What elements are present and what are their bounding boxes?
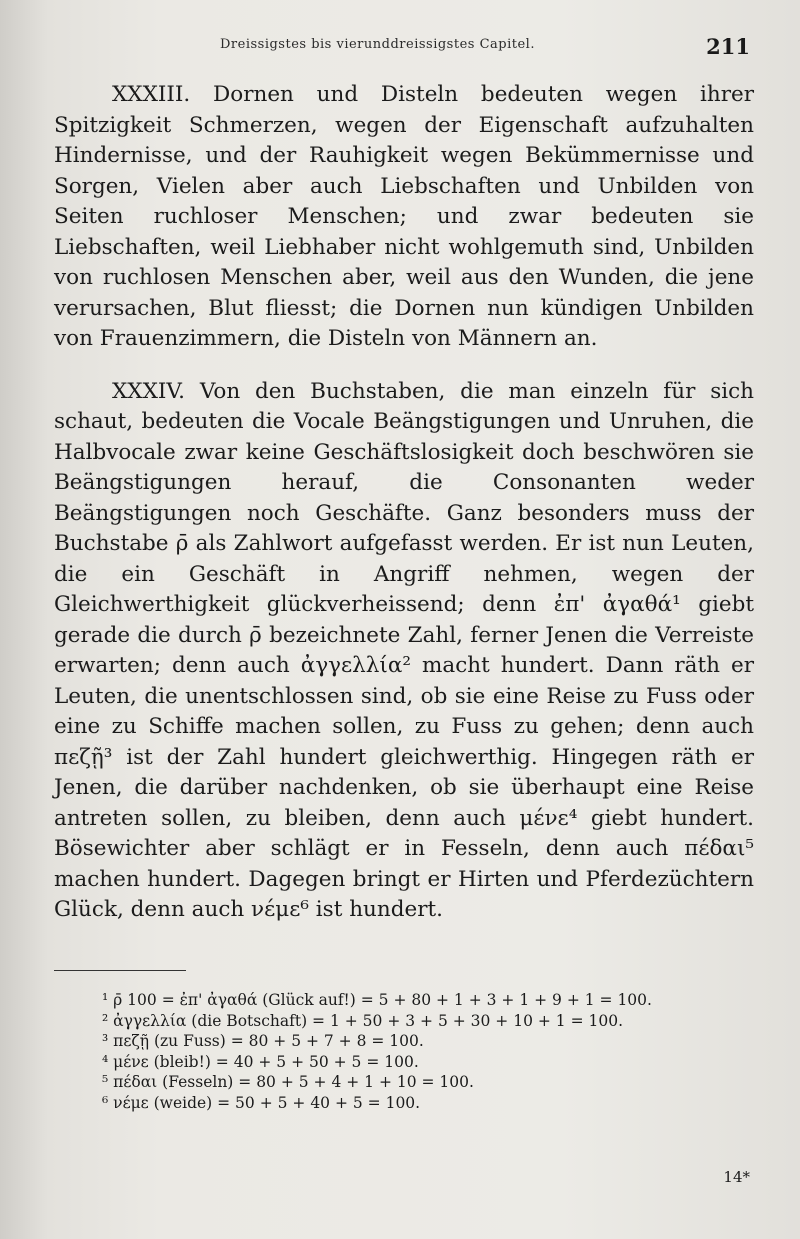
footnote-2: ² ἀγγελλία (die Botschaft) = 1 + 50 + 3 + 5 + 30 + 10 + 1 = 100. — [102, 1011, 623, 1030]
signature-mark: 14* — [723, 1168, 750, 1186]
page-number: 211 — [706, 34, 750, 59]
footnote-5: ⁵ πέδαι (Fesseln) = 80 + 5 + 4 + 1 + 10 = 100. — [102, 1073, 474, 1091]
paragraph-xxxiii: XXXIII. Dornen und Disteln bedeuten wegen ihrer Spitzigkeit Schmerzen, wegen der Eigenschaft aufzuhalten Hindernisse, und der Rauhigkeit wegen Bekümmernisse und Sorgen, Vielen aber auch Liebschaften und Unbilden von Seiten ruchloser Menschen; und zwar bedeuten sie Liebschaften, weil Liebhaber nicht wohlgemuth sind, Unbilden von ruchlosen Menschen aber, weil aus den Wunden, die jene verursachen, Blut fliesst; die Dornen nun kündigen Unbilden von Frauenzimmern, die Disteln von Männern an. — [54, 82, 754, 351]
footnote-rule — [54, 970, 186, 971]
footnote-1: ¹ ρ̄ 100 = ἐπ' ἀγαθά (Glück auf!) = 5 + 80 + 1 + 3 + 1 + 9 + 1 = 100. — [102, 991, 652, 1009]
paragraph-xxxiv: XXXIV. Von den Buchstaben, die man einzeln für sich schaut, bedeuten die Vocale Beängstigungen und Unruhen, die Halbvocale zwar keine Geschäftslosigkeit doch beschwören sie Beängstigungen herauf, die Consonanten weder Beängstigungen noch Geschäfte. Ganz besonders muss der Buchstabe ρ̄ als Zahlwort aufgefasst werden. Er ist nun Leuten, die ein Geschäft in Angriff nehmen, wegen der Gleichwerthigkeit glückverheissend; denn ἐπ' ἀγαθά¹ giebt gerade die durch ρ̄ bezeichnete Zahl, ferner Jenen die Verreiste erwarten; denn auch ἀγγελλία² macht hundert. Dann räth er Leuten, die unentschlossen sind, ob sie eine Reise zu Fuss oder eine zu Schiffe machen sollen, zu Fuss zu gehen; denn auch πεζῇ³ ist der Zahl hundert gleichwerthig. Hingegen räth er Jenen, die darüber nachdenken, ob sie überhaupt eine Reise antreten sollen, zu bleiben, denn auch μένε⁴ giebt hundert. Bösewichter aber schlägt er in Fesseln, denn auch πέδαι⁵ machen hundert. Dagegen bringt er Hirten und Pferdezüchtern Glück, denn auch νέμε⁶ ist hundert. — [54, 378, 754, 922]
footnote-3: ³ πεζῇ (zu Fuss) = 80 + 5 + 7 + 8 = 100. — [102, 1032, 424, 1050]
footnote-6: ⁶ νέμε (weide) = 50 + 5 + 40 + 5 = 100. — [102, 1093, 421, 1112]
footnotes — [54, 990, 754, 1113]
running-head — [0, 34, 800, 58]
body-text — [54, 80, 754, 948]
running-head-title: Dreissigstes bis vierunddreissigstes Capitel. — [220, 37, 535, 52]
footnote-4: ⁴ μένε (bleib!) = 40 + 5 + 50 + 5 = 100. — [102, 1052, 419, 1071]
